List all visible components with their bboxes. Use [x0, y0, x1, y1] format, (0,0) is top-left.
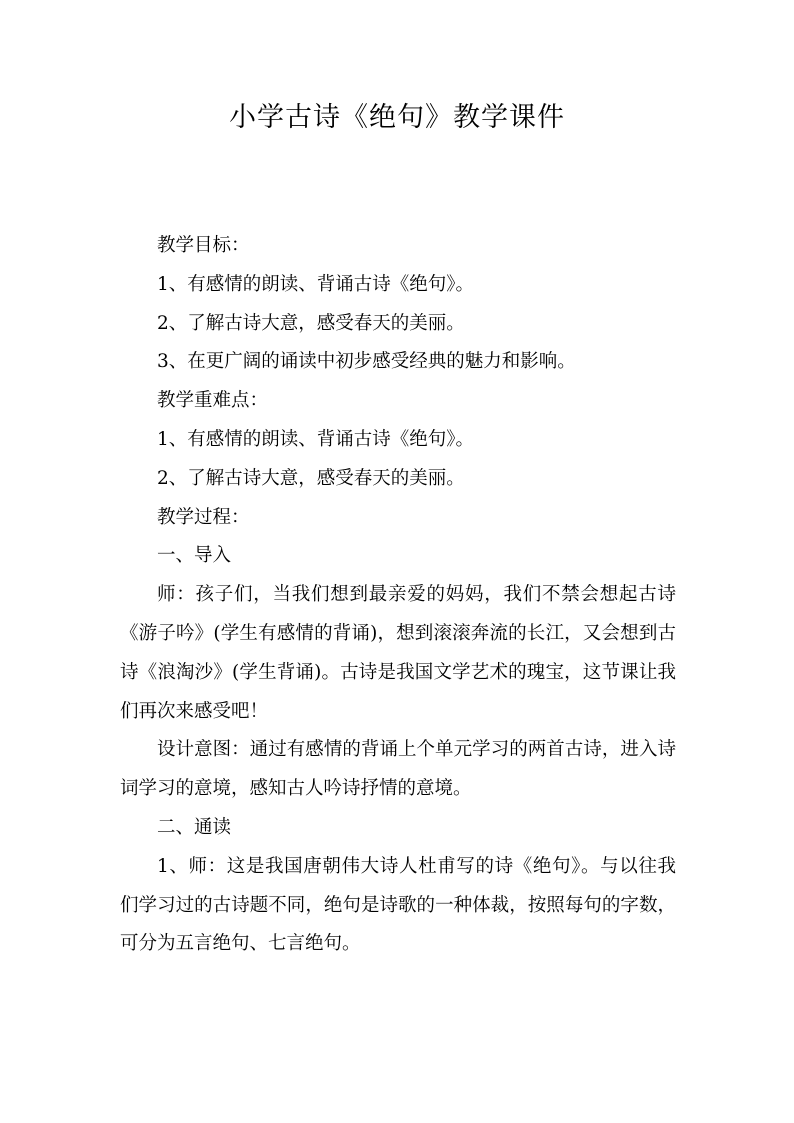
paragraph-key-points-heading: 教学重难点：: [157, 390, 269, 412]
paragraph-section-reading-heading: 二、通读: [157, 816, 232, 838]
paragraph-teacher-reading: 1、师：这是我国唐朝伟大诗人杜甫写的诗《绝句》。与以往我们学习过的古诗题不同，绝句是诗歌的一种体裁，按照每句的字数，可分为五言绝句、七言绝句。: [120, 855, 676, 955]
document-title: 小学古诗《绝句》教学课件: [229, 102, 565, 133]
paragraph-goal-1: 1、有感情的朗读、背诵古诗《绝句》。: [157, 273, 475, 295]
document-body: [120, 227, 676, 964]
paragraph-teacher-intro: 师：孩子们，当我们想到最亲爱的妈妈，我们不禁会想起古诗《游子吟》(学生有感情的背诵)，想到滚滚奔流的长江，又会想到古诗《浪淘沙》(学生背诵)。古诗是我国文学艺术的瑰宝，这节课让我们再次来感受吧！: [120, 584, 676, 722]
paragraph-goal-2: 2、了解古诗大意，感受春天的美丽。: [157, 312, 465, 334]
paragraph-key-point-2: 2、了解古诗大意，感受春天的美丽。: [157, 467, 465, 489]
paragraph-teaching-goals-heading: 教学目标：: [157, 235, 250, 256]
paragraph-goal-3: 3、在更广阔的诵读中初步感受经典的魅力和影响。: [157, 351, 576, 373]
paragraph-key-point-1: 1、有感情的朗读、背诵古诗《绝句》。: [157, 428, 475, 450]
paragraph-process-heading: 教学过程：: [157, 506, 250, 528]
paragraph-section-intro-heading: 一、导入: [157, 545, 232, 567]
paragraph-design-intent: 设计意图：通过有感情的背诵上个单元学习的两首古诗，进入诗词学习的意境，感知古人吟诗抒情的意境。: [120, 739, 676, 800]
